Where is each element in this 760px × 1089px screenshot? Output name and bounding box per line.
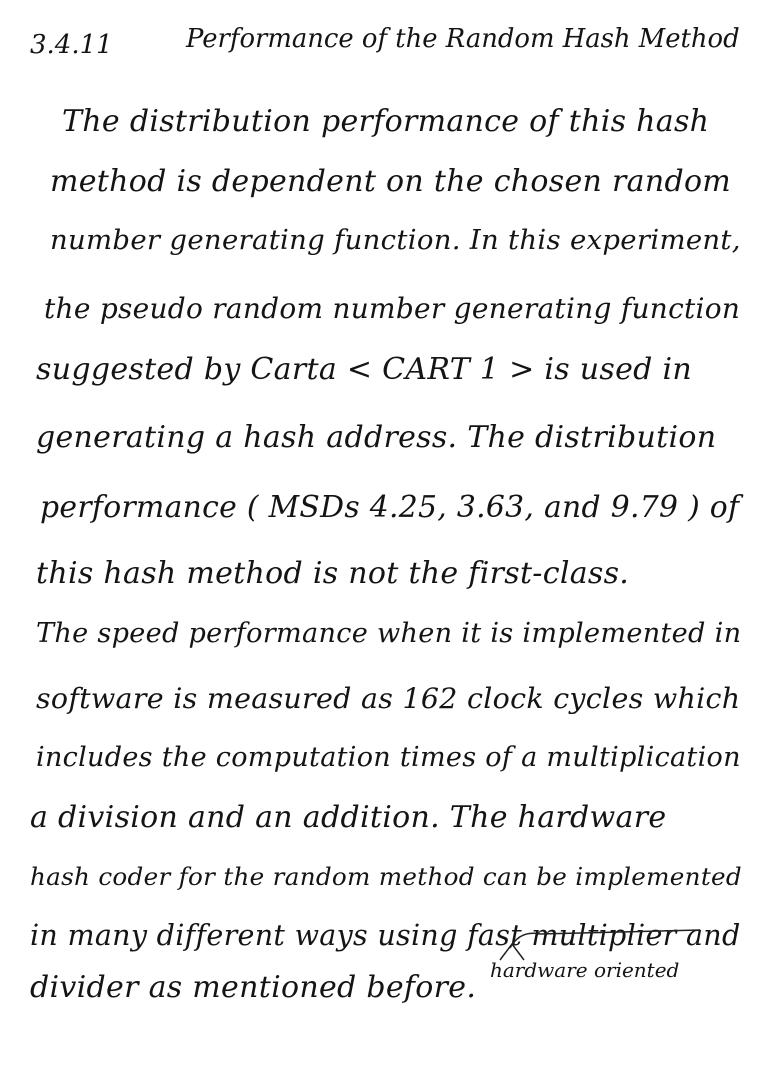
section-number: 3.4.11 — [30, 30, 113, 60]
text-line: the pseudo random number generating function — [44, 292, 741, 325]
text-line: The speed performance when it is implemented in — [36, 618, 742, 649]
text-line: hash coder for the random method can be implemented — [30, 862, 742, 891]
text-line: a division and an addition. The hardware — [30, 800, 667, 835]
text-line: method is dependent on the chosen random — [50, 164, 732, 199]
text-line: suggested by Carta < CART 1 > is used in — [36, 352, 693, 387]
inserted-annotation: hardware oriented — [490, 958, 680, 982]
text-line: generating a hash address. The distribution — [36, 420, 717, 455]
text-line: includes the computation times of a multiplication — [36, 742, 741, 773]
text-line: divider as mentioned before. — [30, 970, 477, 1005]
text-line: number generating function. In this experiment, — [50, 224, 741, 256]
text-line: in many different ways using fast multiplier and — [30, 918, 741, 952]
text-line: this hash method is not the first-class. — [36, 556, 630, 591]
text-line: software is measured as 162 clock cycles which — [36, 682, 741, 715]
section-title: Performance of the Random Hash Method — [186, 24, 740, 54]
text-line: performance ( MSDs 4.25, 3.63, and 9.79 ) of — [40, 490, 740, 525]
text-line: The distribution performance of this hash — [62, 104, 710, 139]
